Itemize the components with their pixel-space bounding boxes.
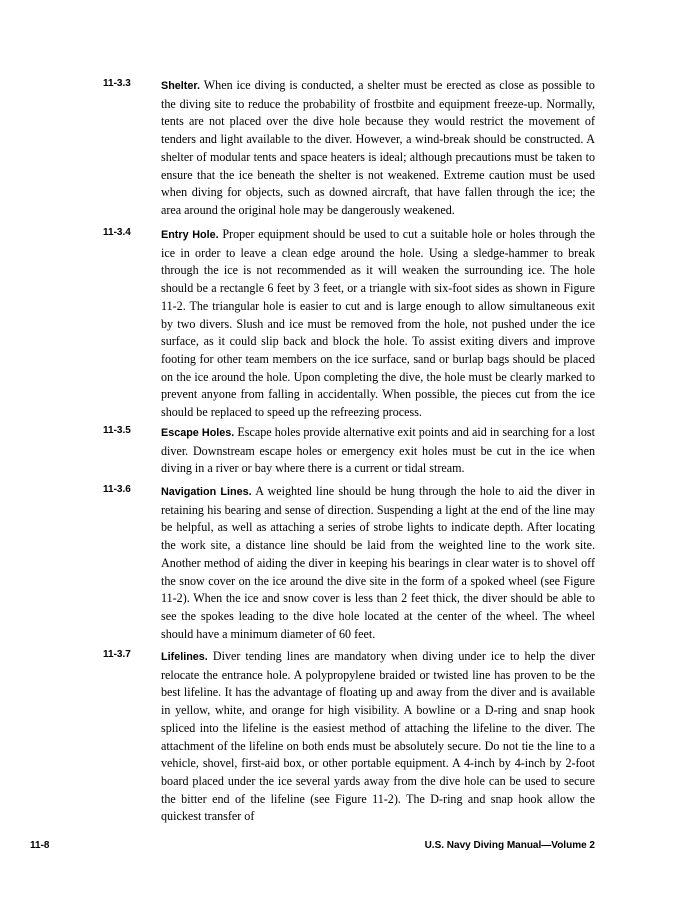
section-heading: Lifelines. xyxy=(161,651,208,663)
section-body xyxy=(161,226,595,422)
section-body xyxy=(161,648,595,826)
section-heading: Shelter. xyxy=(161,80,201,92)
section-text: Escape holes provide alternative exit points and aid in searching for a lost diver. Downstream escape holes or emergency exit holes must be cut in the ice when diving in a river or bay where there is a current or tidal stream. xyxy=(161,425,595,476)
section-number: 11-3.3 xyxy=(103,78,131,89)
section-text: When ice diving is conducted, a shelter must be erected as close as possible to the diving site to reduce the probability of frostbite and equipment freeze-up. Normally, tents are not placed over the dive hole because they would restrict the movement of tenders and light available to the diver. However, a wind-break should be constructed. A shelter of modular tents and space heaters is ideal; although precautions must be taken to ensure that the ice beneath the shelter is not weakened. Extreme caution must be used when diving for objects, such as downed aircraft, that have fallen through the ice; the area around the original hole may be dangerously weakened. xyxy=(161,78,595,217)
section-number: 11-3.5 xyxy=(103,425,131,436)
section-heading: Escape Holes. xyxy=(161,427,235,439)
section-body xyxy=(161,77,595,220)
section-text: Diver tending lines are mandatory when diving under ice to help the diver relocate the entrance hole. A polypropylene braided or twisted line has proven to be the best lifeline. It has the advantage of floating up and away from the diver and is available in yellow, white, and orange for high visibility. A bowline or a D-ring and snap hook spliced into the lifeline is the easiest method of attaching the lifeline to the diver. The attachment of the lifeline on both ends must be absolutely secure. Do not tie the line to a vehicle, shovel, first-aid box, or other portable equipment. A 4-inch by 4-inch by 2-foot board placed under the ice several yards away from the dive hole can be used to secure the bitter end of the lifeline (see Figure 11-2). The D-ring and snap hook allow the quickest transfer of xyxy=(161,649,596,824)
section-body xyxy=(161,424,595,478)
footer-page-number: 11-8 xyxy=(30,840,50,851)
section-number: 11-3.6 xyxy=(103,484,131,495)
section-number: 11-3.4 xyxy=(103,227,131,238)
section-text: Proper equipment should be used to cut a suitable hole or holes through the ice in order to leave a clean edge around the hole. Using a sledge-hammer to break through the ice is not recommended as it will weaken the surrounding ice. The hole should be a rectangle 6 feet by 3 feet, or a triangle with six-foot sides as shown in Figure 11-2. The triangular hole is easier to cut and is large enough to allow simultaneous exit by two divers. Slush and ice must be removed from the hole, not pushed under the ice surface, as it could slip back and block the hole. To assist exiting divers and improve footing for other team members on the ice surface, sand or burlap bags should be placed on the ice around the hole. Upon completing the dive, the hole must be clearly marked to prevent anyone from falling in accidentally. When possible, the pieces cut from the ice should be replaced to speed up the refreezing process. xyxy=(161,227,596,420)
section-heading: Navigation Lines. xyxy=(161,486,252,498)
section-heading: Entry Hole. xyxy=(161,229,219,241)
section-number: 11-3.7 xyxy=(103,649,131,660)
section-body xyxy=(161,483,595,643)
section-text: A weighted line should be hung through the hole to aid the diver in retaining his bearing and sense of direction. Suspending a light at the end of the line may be helpful, as well as attaching a series of strobe lights to indicate depth. After locating the work site, a distance line should be laid from the weighted line to the work site. Another method of aiding the diver in keeping his bearings in clear water is to shovel off the snow cover on the ice around the dive site in the form of a spoked wheel (see Figure 11-2). When the ice and snow cover is less than 2 feet thick, the diver should be able to see the spokes leading to the dive hole located at the center of the wheel. The wheel should have a minimum diameter of 60 feet. xyxy=(161,484,596,641)
footer-title: U.S. Navy Diving Manual—Volume 2 xyxy=(424,840,595,851)
